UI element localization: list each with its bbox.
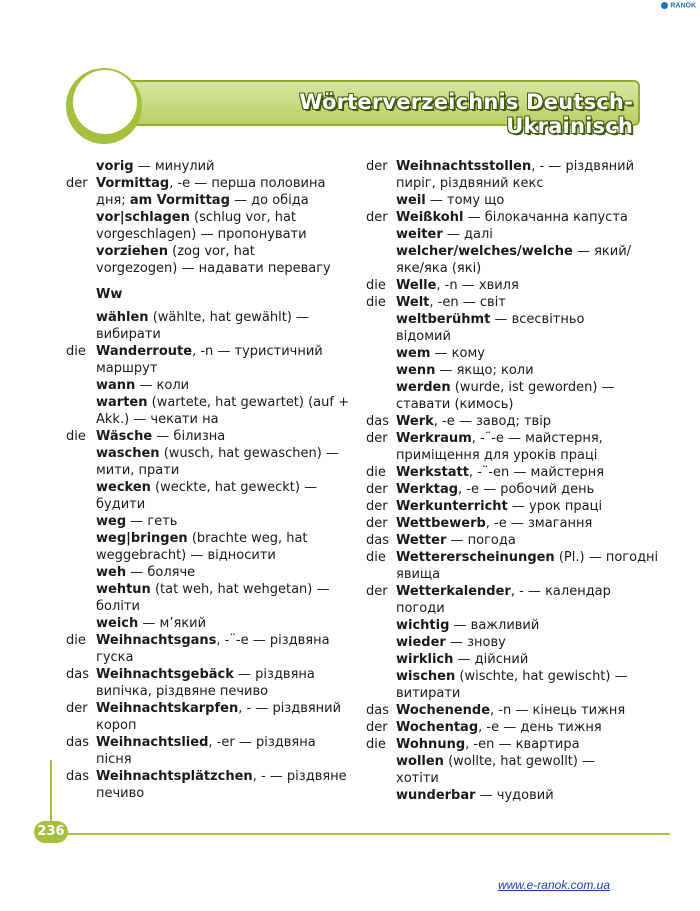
dictionary-entry <box>366 447 666 464</box>
entry-article: der <box>366 584 388 599</box>
entry-article: der <box>366 159 388 174</box>
entry-headword: welcher/welches/welche <box>396 244 573 259</box>
entry-headword: Werktag <box>396 482 459 497</box>
entry-translation: , -e — робочий день <box>458 482 595 497</box>
entry-translation: , -¨-en — майстерня <box>468 465 605 480</box>
dictionary-entry <box>366 685 666 702</box>
entry-translation: (wischte, hat gewischt) — <box>455 669 628 684</box>
entry-article: der <box>366 499 388 514</box>
dictionary-entry <box>366 634 666 651</box>
entry-translation: боліти <box>96 599 140 614</box>
dictionary-entry <box>66 683 351 700</box>
dictionary-entry <box>366 515 666 532</box>
dictionary-entry <box>66 530 351 547</box>
dictionary-entry <box>366 430 666 447</box>
entry-headword: weg <box>96 514 127 529</box>
entry-translation: — минулий <box>133 159 215 174</box>
entry-headword: Weihnachtsgebäck <box>96 667 234 682</box>
entry-translation: — кому <box>430 346 485 361</box>
dictionary-entry <box>66 513 351 530</box>
dictionary-entry <box>366 532 666 549</box>
left-column <box>66 158 351 802</box>
entry-headword: weg|bringen <box>96 531 188 546</box>
dictionary-entry <box>66 343 351 360</box>
entry-translation: (schlug vor, hat <box>189 210 297 225</box>
entry-headword: Weihnachtsgans <box>96 633 217 648</box>
dictionary-entry <box>366 294 666 311</box>
entry-translation: — знову <box>445 635 506 650</box>
dictionary-entry <box>66 326 351 343</box>
dictionary-entry <box>66 226 351 243</box>
dictionary-entry <box>366 345 666 362</box>
entry-translation: , - — різдвяне <box>252 769 347 784</box>
dictionary-entry <box>66 496 351 513</box>
entry-translation: — боляче <box>126 565 196 580</box>
entry-headword: wirklich <box>396 652 454 667</box>
dictionary-entry <box>66 209 351 226</box>
entry-translation: погоди <box>396 601 445 616</box>
entry-headword: Weihnachtskarpfen <box>96 701 239 716</box>
dictionary-entry <box>366 379 666 396</box>
dictionary-entry <box>366 736 666 753</box>
dictionary-entry <box>66 734 351 751</box>
dictionary-entry <box>366 209 666 226</box>
entry-article: der <box>366 516 388 531</box>
entry-headword: Wetter <box>396 533 447 548</box>
entry-translation: , -¨-e — майстерня, <box>471 431 603 446</box>
dictionary-entry <box>66 260 351 277</box>
dictionary-entry <box>66 360 351 377</box>
entry-translation: — геть <box>126 514 178 529</box>
entry-translation: , -n — хвиля <box>436 278 519 293</box>
entry-translation: , - — різдвяний <box>531 159 635 174</box>
entry-translation: печиво <box>96 786 145 801</box>
dictionary-entry <box>366 651 666 668</box>
entry-translation: , -e — змагання <box>485 516 593 531</box>
dictionary-entry <box>366 311 666 328</box>
entry-translation: — дійсний <box>453 652 529 667</box>
entry-translation: пиріг, різдвяний кекс <box>396 176 544 191</box>
publisher-logo <box>661 2 696 9</box>
dictionary-entry <box>366 175 666 192</box>
entry-headword: weil <box>396 193 426 208</box>
entry-headword: wenn <box>396 363 436 378</box>
entry-headword: Wettererscheinungen <box>396 550 555 565</box>
entry-translation: (brachte weg, hat <box>187 531 308 546</box>
dictionary-entry <box>66 428 351 445</box>
entry-article: der <box>66 701 88 716</box>
entry-translation: — тому що <box>425 193 505 208</box>
dictionary-entry <box>66 192 351 209</box>
entry-headword: wecken <box>96 480 151 495</box>
dictionary-entry <box>366 668 666 685</box>
entry-translation: weggebracht) — відносити <box>96 548 276 563</box>
entry-headword: Wettbewerb <box>396 516 486 531</box>
dictionary-entry <box>66 785 351 802</box>
dictionary-entry <box>366 702 666 719</box>
entry-headword: Werkstatt <box>396 465 469 480</box>
dictionary-entry <box>366 566 666 583</box>
entry-headword: Vormittag <box>96 176 170 191</box>
entry-translation: мити, прати <box>96 463 180 478</box>
dictionary-entry <box>366 396 666 413</box>
logo-text: RANOK <box>670 2 696 10</box>
entry-article: das <box>366 703 389 718</box>
entry-translation: короп <box>96 718 137 733</box>
entry-headword: Wochenende <box>396 703 491 718</box>
section-heading-w: Ww <box>96 287 123 302</box>
entry-article: die <box>66 429 86 444</box>
entry-headword: Weißkohl <box>396 210 464 225</box>
dictionary-entry <box>366 498 666 515</box>
entry-translation: — важливий <box>449 618 540 633</box>
entry-translation: — м’який <box>138 616 207 631</box>
entry-headword: wollen <box>396 754 444 769</box>
entry-headword: Weihnachtsstollen <box>396 159 532 174</box>
page-number: 236 <box>34 821 68 843</box>
entry-translation: vorgezogen) — надавати перевагу <box>96 261 331 276</box>
entry-headword: vorig <box>96 159 134 174</box>
entry-translation: , -e — завод; твір <box>433 414 552 429</box>
entry-translation: — білизна <box>152 429 226 444</box>
dictionary-entry <box>366 770 666 787</box>
entry-translation: , - — різдвяний <box>238 701 342 716</box>
entry-translation: — чудовий <box>475 788 554 803</box>
entry-headword: wischen <box>396 669 456 684</box>
dictionary-entry <box>66 581 351 598</box>
entry-article: die <box>366 550 386 565</box>
entry-article: der <box>66 176 88 191</box>
dictionary-entry <box>366 243 666 260</box>
dictionary-entry <box>366 260 666 277</box>
entry-translation: вибирати <box>96 327 161 342</box>
entry-article: das <box>66 667 89 682</box>
entry-headword: Weihnachtslied <box>96 735 209 750</box>
dictionary-entry <box>66 547 351 564</box>
dictionary-entry <box>66 411 351 428</box>
dictionary-entry <box>366 719 666 736</box>
dictionary-entry <box>66 564 351 581</box>
entry-translation: , -en — квартира <box>465 737 580 752</box>
entry-translation: (weckte, hat geweckt) — <box>150 480 318 495</box>
entry-headword: Wohnung <box>396 737 466 752</box>
entry-headword: werden <box>396 380 451 395</box>
entry-article: der <box>366 431 388 446</box>
entry-translation: , -n — туристичний <box>192 344 323 359</box>
dictionary-entry <box>66 632 351 649</box>
entry-translation: — коли <box>135 378 190 393</box>
entry-article: der <box>366 482 388 497</box>
dictionary-entry <box>66 615 351 632</box>
entry-translation: пісня <box>96 752 132 767</box>
entry-headword: Werkunterricht <box>396 499 508 514</box>
entry-translation: явища <box>396 567 441 582</box>
dictionary-entry <box>66 598 351 615</box>
entry-translation: дня; <box>96 193 130 208</box>
dictionary-entry <box>66 377 351 394</box>
entry-translation: , -e — день тижня <box>478 720 602 735</box>
entry-translation: приміщення для уроків праці <box>396 448 598 463</box>
entry-article: das <box>366 533 389 548</box>
entry-translation: — погода <box>446 533 516 548</box>
entry-article: das <box>66 769 89 784</box>
entry-translation: , -¨-e — різдвяна <box>216 633 330 648</box>
dictionary-entry <box>66 175 351 192</box>
entry-headword: Werkraum <box>396 431 472 446</box>
dictionary-entry <box>366 413 666 430</box>
entry-headword: Wäsche <box>96 429 153 444</box>
entry-translation: (wartete, hat gewartet) (auf + <box>147 395 349 410</box>
entry-headword: wieder <box>396 635 446 650</box>
entry-translation: (tat weh, hat wehgetan) — <box>150 582 330 597</box>
entry-translation: гуска <box>96 650 134 665</box>
entry-headword: Wanderroute <box>96 344 193 359</box>
entry-translation: маршрут <box>96 361 158 376</box>
entry-translation: vorgeschlagen) — пропонувати <box>96 227 307 242</box>
entry-translation: — всесвітньо <box>490 312 585 327</box>
dictionary-entry <box>66 158 351 175</box>
entry-translation: — який/ <box>572 244 632 259</box>
entry-translation: , -er — різдвяна <box>208 735 316 750</box>
entry-translation: (wollte, hat gewollt) — <box>443 754 596 769</box>
entry-article: das <box>66 735 89 750</box>
dictionary-entry <box>366 600 666 617</box>
entry-translation: — якщо; коли <box>435 363 534 378</box>
entry-translation: , -e — перша половина <box>169 176 326 191</box>
entry-translation: яке/яка (які) <box>396 261 482 276</box>
dictionary-entry <box>66 309 351 326</box>
entry-article: die <box>66 633 86 648</box>
margin-line <box>50 760 52 824</box>
dictionary-entry <box>66 649 351 666</box>
dictionary-entry <box>66 717 351 734</box>
dictionary-entry <box>366 464 666 481</box>
entry-headword: wem <box>396 346 431 361</box>
dictionary-entry <box>66 479 351 496</box>
entry-translation: відомий <box>396 329 451 344</box>
dictionary-entry <box>366 226 666 243</box>
entry-headword: weh <box>96 565 127 580</box>
dictionary-entry <box>366 787 666 804</box>
entry-headword: warten <box>96 395 148 410</box>
dictionary-entry <box>366 617 666 634</box>
right-column <box>366 158 666 804</box>
entry-translation: хотіти <box>396 771 439 786</box>
dictionary-entry <box>66 445 351 462</box>
entry-headword: vorziehen <box>96 244 168 259</box>
entry-translation: ставати (кимось) <box>396 397 514 412</box>
dictionary-entry <box>366 277 666 294</box>
footer-line <box>66 833 670 835</box>
entry-translation: — білокачанна капуста <box>463 210 628 225</box>
page-title: Wörterverzeichnis Deutsch-Ukrainisch <box>299 90 633 138</box>
entry-translation: випічка, різдвяне печиво <box>96 684 269 699</box>
dictionary-entry <box>66 768 351 785</box>
dictionary-entry <box>366 583 666 600</box>
entry-headword: wann <box>96 378 136 393</box>
entry-translation: — далі <box>442 227 493 242</box>
entry-article: die <box>366 295 386 310</box>
entry-headword: Wetterkalender <box>396 584 511 599</box>
entry-headword: weiter <box>396 227 443 242</box>
entry-translation: (zog vor, hat <box>167 244 255 259</box>
entry-translation: , - — календар <box>510 584 611 599</box>
dictionary-entry <box>366 753 666 770</box>
entry-translation: , -n — кінець тижня <box>490 703 626 718</box>
entry-article: die <box>366 737 386 752</box>
entry-article: die <box>366 465 386 480</box>
dictionary-entry <box>66 751 351 768</box>
entry-headword: wunderbar <box>396 788 476 803</box>
dictionary-entry <box>366 328 666 345</box>
dictionary-entry <box>366 362 666 379</box>
entry-phrase: am Vormittag <box>129 193 230 208</box>
entry-article: der <box>366 720 388 735</box>
entry-translation: Akk.) — чекати на <box>96 412 219 427</box>
entry-headword: weich <box>96 616 139 631</box>
dictionary-entry <box>66 462 351 479</box>
entry-article: die <box>366 278 386 293</box>
entry-translation: (Pl.) — погодні <box>554 550 659 565</box>
entry-headword: wichtig <box>396 618 450 633</box>
entry-translation: (wählte, hat gewählt) — <box>148 310 310 325</box>
entry-headword: Weihnachtsplätzchen <box>96 769 253 784</box>
entry-headword: vor|schlagen <box>96 210 190 225</box>
entry-article: der <box>366 210 388 225</box>
dictionary-entry <box>366 549 666 566</box>
entry-phrase-translation: — до обіда <box>229 193 309 208</box>
entry-translation: (wusch, hat gewaschen) — <box>159 446 339 461</box>
dictionary-entry <box>366 481 666 498</box>
entry-headword: wehtun <box>96 582 151 597</box>
entry-translation: — різдвяна <box>233 667 315 682</box>
entry-headword: weltberühmt <box>396 312 491 327</box>
entry-headword: wählen <box>96 310 149 325</box>
dictionary-entry <box>366 158 666 175</box>
entry-headword: Wochentag <box>396 720 479 735</box>
entry-article: das <box>366 414 389 429</box>
decorative-circle-inner <box>73 70 137 134</box>
entry-article: die <box>66 344 86 359</box>
entry-translation: — урок праці <box>507 499 603 514</box>
dictionary-entry <box>66 394 351 411</box>
logo-icon <box>661 2 668 9</box>
dictionary-entry <box>66 700 351 717</box>
entry-translation: витирати <box>396 686 461 701</box>
entry-translation: , -en — світ <box>429 295 506 310</box>
website-link[interactable]: www.e-ranok.com.ua <box>497 878 610 892</box>
dictionary-entry <box>66 666 351 683</box>
entry-translation: будити <box>96 497 146 512</box>
entry-headword: Werk <box>396 414 434 429</box>
dictionary-entry <box>66 243 351 260</box>
entry-headword: Welt <box>396 295 430 310</box>
entry-headword: Welle <box>396 278 437 293</box>
entry-translation: (wurde, ist geworden) — <box>450 380 615 395</box>
dictionary-entry <box>366 192 666 209</box>
entry-headword: waschen <box>96 446 160 461</box>
